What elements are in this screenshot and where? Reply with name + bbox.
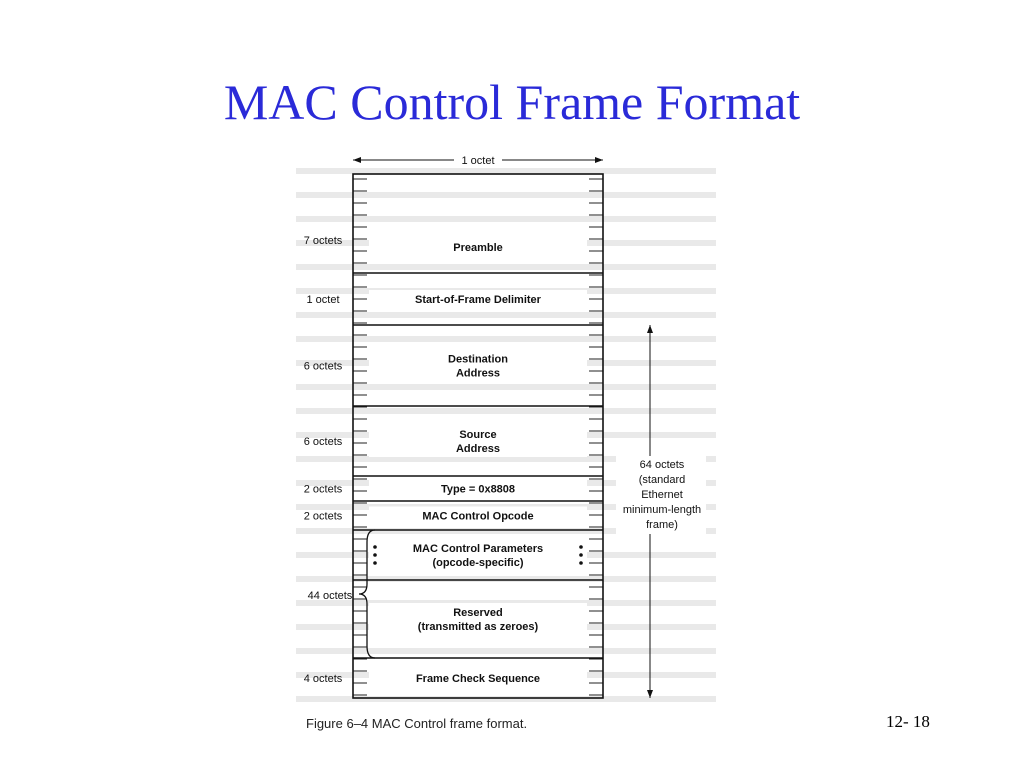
ellipsis-dot bbox=[373, 553, 377, 557]
ellipsis-dot bbox=[579, 553, 583, 557]
minimum-frame-label: Ethernet bbox=[641, 489, 683, 501]
frame-format-figure bbox=[290, 150, 720, 740]
top-octet-label: 1 octet bbox=[461, 155, 495, 167]
field-size-label: 7 octets bbox=[303, 235, 343, 247]
minimum-frame-label: frame) bbox=[646, 519, 678, 531]
frame-diagram bbox=[290, 150, 720, 740]
ellipsis-dot bbox=[579, 545, 583, 549]
field-label: Address bbox=[455, 443, 501, 455]
field-size-label: 2 octets bbox=[303, 510, 343, 523]
scan-texture-line bbox=[296, 312, 716, 318]
field-label: Reserved bbox=[453, 607, 503, 619]
field-size-label: 6 octets bbox=[303, 436, 343, 448]
ellipsis-dot bbox=[579, 561, 583, 565]
arrow-head-right bbox=[595, 157, 603, 163]
scan-texture-line bbox=[296, 216, 716, 222]
field-label: Destination bbox=[448, 353, 508, 366]
field-label: Preamble bbox=[453, 242, 503, 254]
minimum-frame-label: minimum-length bbox=[622, 504, 702, 516]
brace-size-label: 44 octets bbox=[307, 590, 353, 602]
slide-number: 12- 18 bbox=[886, 712, 930, 731]
field-label: Frame Check Sequence bbox=[415, 673, 541, 685]
arrow-head-left bbox=[353, 157, 361, 163]
scan-texture-line bbox=[296, 192, 716, 198]
arrow-head-up bbox=[647, 325, 653, 333]
scan-texture-line bbox=[296, 576, 716, 582]
minimum-frame-label: 64 octets bbox=[639, 459, 685, 471]
field-size-label: 2 octets bbox=[303, 483, 343, 496]
figure-caption: Figure 6–4 MAC Control frame format. bbox=[306, 716, 528, 731]
slide-title: MAC Control Frame Format bbox=[223, 74, 801, 130]
scan-texture-line bbox=[296, 264, 716, 270]
field-size-label: 4 octets bbox=[303, 673, 343, 685]
ellipsis-dot bbox=[373, 545, 377, 549]
field-size-label: 1 octet bbox=[306, 294, 340, 306]
field-label: (opcode-specific) bbox=[432, 557, 524, 569]
field-size-label: 6 octets bbox=[303, 360, 343, 373]
scan-texture-line bbox=[296, 408, 716, 414]
field-label: Source bbox=[459, 429, 497, 441]
scan-texture-line bbox=[296, 696, 716, 702]
field-label: MAC Control Parameters bbox=[412, 543, 544, 555]
scan-texture-line bbox=[296, 336, 716, 342]
minimum-frame-label: (standard bbox=[638, 474, 686, 486]
scan-texture-line bbox=[296, 648, 716, 654]
field-label: MAC Control Opcode bbox=[422, 510, 534, 523]
field-label: Address bbox=[455, 367, 501, 380]
field-label: (transmitted as zeroes) bbox=[417, 621, 539, 633]
field-label: Start-of-Frame Delimiter bbox=[415, 294, 541, 306]
field-label: Type = 0x8808 bbox=[440, 483, 516, 496]
scan-texture-line bbox=[296, 384, 716, 390]
ellipsis-dot bbox=[373, 561, 377, 565]
scan-texture-line bbox=[296, 168, 716, 174]
